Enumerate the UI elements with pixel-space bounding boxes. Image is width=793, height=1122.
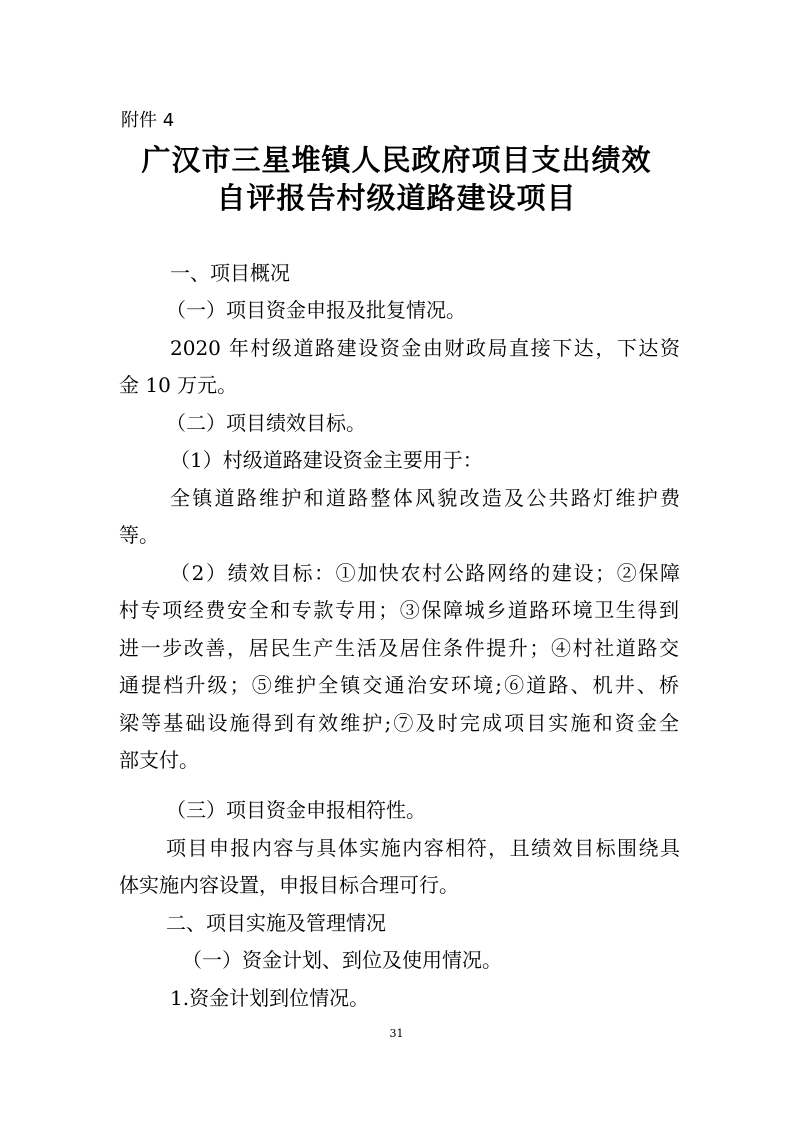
paragraph-line: 梁等基础设施得到有效维护;⑦及时完成项目实施和资金全 bbox=[119, 711, 679, 735]
subsection-heading-1-2: （二）项目绩效目标。 bbox=[166, 411, 366, 435]
paragraph-line: 体实施内容设置，申报目标合理可行。 bbox=[119, 873, 459, 897]
attachment-label: 附件 4 bbox=[121, 110, 175, 131]
section-heading-1: 一、项目概况 bbox=[170, 261, 290, 285]
paragraph-line: （2）绩效目标：①加快农村公路网络的建设；②保障 bbox=[170, 561, 680, 585]
paragraph-line: 通提档升级；⑤维护全镇交通治安环境;⑥道路、机井、桥 bbox=[119, 673, 679, 697]
subsection-heading-1-3: （三）项目资金申报相符性。 bbox=[166, 798, 426, 822]
paragraph-line: 金 10 万元。 bbox=[119, 373, 238, 397]
page-number: 31 bbox=[389, 1027, 404, 1040]
paragraph-line: 1.资金计划到位情况。 bbox=[170, 986, 370, 1010]
section-heading-2: 二、项目实施及管理情况 bbox=[166, 911, 386, 935]
subsection-heading-1-1: （一）项目资金申报及批复情况。 bbox=[166, 298, 466, 322]
paragraph-line: 2020 年村级道路建设资金由财政局直接下达，下达资 bbox=[170, 336, 680, 360]
paragraph-line: 村专项经费安全和专款专用；③保障城乡道路环境卫生得到 bbox=[119, 598, 679, 622]
paragraph-line: 进一步改善，居民生产生活及居住条件提升；④村社道路交 bbox=[119, 636, 679, 660]
paragraph-line: 全镇道路维护和道路整体风貌改造及公共路灯维护费 bbox=[170, 486, 680, 510]
document-title-line-2: 自评报告村级道路建设项目 bbox=[216, 181, 577, 215]
paragraph-line: （1）村级道路建设资金主要用于： bbox=[170, 448, 483, 472]
subsection-heading-2-1: （一）资金计划、到位及使用情况。 bbox=[182, 948, 502, 972]
paragraph-line: 项目申报内容与具体实施内容相符，且绩效目标围绕具 bbox=[166, 836, 680, 860]
document-title-line-1: 广汉市三星堆镇人民政府项目支出绩效 bbox=[141, 143, 652, 177]
paragraph-line: 等。 bbox=[119, 523, 159, 547]
paragraph-line: 部支付。 bbox=[119, 748, 199, 772]
